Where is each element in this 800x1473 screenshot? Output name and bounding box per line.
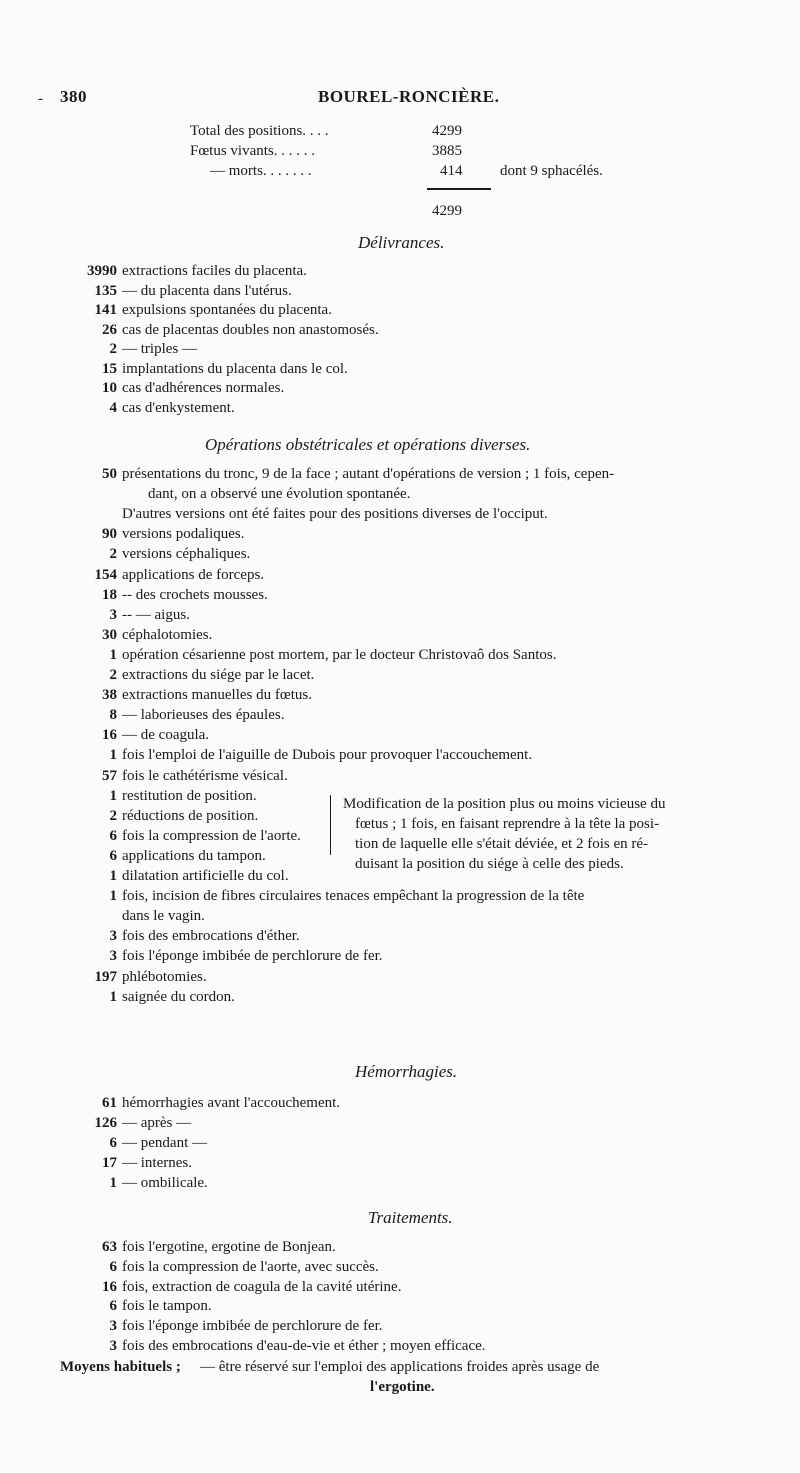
- row-text: extractions du siége par le lacet.: [122, 667, 315, 683]
- row-number: 2: [109, 341, 117, 357]
- row-text: présentations du tronc, 9 de la face ; autant d'opérations de version ; 1 fois, cepen-: [122, 466, 615, 482]
- totals-label-dead: — morts. . . . . . .: [210, 163, 312, 179]
- row-text: -- — aigus.: [122, 606, 190, 623]
- brace-note-1: Modification de la position plus ou moins vicieuse du: [343, 796, 666, 812]
- row-text: fois l'éponge imbibée de perchlorure de fer.: [122, 948, 383, 965]
- row-text: fois la compression de l'aorte.: [122, 827, 301, 844]
- row-text: fois l'ergotine, ergotine de Bonjean.: [122, 1239, 336, 1255]
- row-text: fois, extraction de coagula de la cavité utérine.: [122, 1278, 402, 1295]
- row-number: 3: [109, 606, 117, 623]
- totals-note-dead: dont 9 sphacélés.: [500, 163, 603, 179]
- row-number: 1: [109, 1175, 117, 1191]
- row-text: extractions faciles du placenta.: [122, 263, 307, 279]
- row-number: 16: [102, 1278, 117, 1295]
- row-text: cas d'adhérences normales.: [122, 380, 285, 396]
- row-number: 10: [102, 380, 117, 396]
- brace-note-2: fœtus ; 1 fois, en faisant reprendre à la tête la posi-: [355, 816, 660, 832]
- row-text: saignée du cordon.: [122, 988, 235, 1005]
- page-number: 380: [60, 87, 87, 106]
- row-text: dant, on a observé une évolution spontanée.: [148, 486, 411, 503]
- row-text: fois des embrocations d'eau-de-vie et éther ; moyen efficace.: [122, 1338, 486, 1354]
- row-text: fois la compression de l'aorte, avec succès.: [122, 1258, 379, 1275]
- row-text: fois, incision de fibres circulaires tenaces empêchant la progression de la tête: [122, 888, 585, 905]
- row-text: dilatation artificielle du col.: [122, 868, 289, 884]
- row-number: 154: [94, 566, 117, 583]
- row-text: dans le vagin.: [122, 908, 205, 925]
- row-number: 16: [102, 727, 117, 744]
- row-text: phlébotomies.: [122, 968, 207, 985]
- section-heading-hemorrhages: Hémorrhagies.: [355, 1062, 458, 1081]
- row-number: 2: [109, 667, 117, 683]
- closing-text: — être réservé sur l'emploi des applications froides après usage de: [200, 1359, 600, 1375]
- closing-lead: Moyens habituels ;: [60, 1359, 181, 1375]
- row-text: — de coagula.: [122, 727, 210, 744]
- row-number: 63: [102, 1239, 117, 1255]
- row-number: 3: [109, 948, 117, 965]
- row-number: 1: [109, 888, 117, 905]
- row-number: 90: [102, 526, 117, 543]
- row-text: fois des embrocations d'éther.: [122, 928, 300, 945]
- row-text: applications de forceps.: [122, 566, 265, 583]
- row-text: extractions manuelles du fœtus.: [122, 687, 312, 704]
- row-number: 1: [109, 988, 117, 1005]
- row-number: 135: [94, 282, 117, 299]
- row-number: 6: [109, 827, 117, 844]
- row-number: 15: [102, 360, 117, 377]
- row-text: expulsions spontanées du placenta.: [122, 302, 332, 318]
- row-number: 2: [109, 807, 117, 824]
- row-text: applications du tampon.: [122, 847, 266, 864]
- row-number: 141: [94, 302, 117, 318]
- row-number: 30: [102, 626, 117, 643]
- row-number: 18: [102, 586, 117, 603]
- row-text: fois le tampon.: [122, 1298, 212, 1315]
- row-text: versions céphaliques.: [122, 546, 251, 563]
- totals-value-total: 4299: [432, 123, 462, 139]
- totals-label-total: Total des positions. . . .: [190, 123, 329, 139]
- brace-note-3: tion de laquelle elle s'était déviée, et 2 fois en ré-: [355, 836, 648, 852]
- row-text: — du placenta dans l'utérus.: [122, 282, 292, 299]
- section-heading-deliverances: Délivrances.: [358, 233, 445, 252]
- sum-rule: [427, 188, 491, 190]
- row-number: 57: [102, 767, 117, 784]
- closing-last: l'ergotine.: [370, 1379, 435, 1395]
- row-number: 6: [109, 1298, 117, 1315]
- row-text: céphalotomies.: [122, 626, 213, 643]
- row-text: D'autres versions ont été faites pour des positions diverses de l'occiput.: [122, 506, 548, 523]
- row-text: — laborieuses des épaules.: [122, 707, 285, 724]
- row-text: restitution de position.: [122, 787, 257, 804]
- row-text: cas d'enkystement.: [122, 399, 235, 416]
- row-number: 6: [109, 1258, 117, 1275]
- row-text: — ombilicale.: [122, 1175, 208, 1191]
- running-title: BOUREL-RONCIÈRE.: [318, 87, 500, 106]
- section-heading-treatments: Traitements.: [368, 1208, 453, 1227]
- row-number: 4: [109, 399, 117, 416]
- row-text: — pendant —: [122, 1135, 207, 1151]
- row-number: 1: [109, 787, 117, 804]
- row-number: 38: [102, 687, 117, 704]
- row-text: — après —: [122, 1115, 192, 1131]
- totals-value-dead: 414: [440, 163, 463, 179]
- row-number: 197: [94, 968, 117, 985]
- row-text: réductions de position.: [122, 807, 259, 824]
- row-text: implantations du placenta dans le col.: [122, 360, 348, 377]
- row-number: 6: [109, 1135, 117, 1151]
- row-text: fois l'éponge imbibée de perchlorure de fer.: [122, 1318, 383, 1335]
- totals-label-living: Fœtus vivants. . . . . .: [190, 143, 316, 159]
- row-number: 6: [109, 847, 117, 864]
- row-text: fois l'emploi de l'aiguille de Dubois pour provoquer l'accouchement.: [122, 747, 533, 764]
- row-number: 50: [102, 466, 117, 482]
- row-number: 1: [109, 646, 117, 663]
- row-number: 3: [109, 1338, 117, 1354]
- row-text: fois le cathétérisme vésical.: [122, 767, 288, 784]
- row-number: 3: [109, 1318, 117, 1335]
- row-number: 2: [109, 546, 117, 563]
- row-number: 126: [94, 1115, 117, 1131]
- row-text: — internes.: [122, 1155, 192, 1171]
- row-text: cas de placentas doubles non anastomosés.: [122, 321, 379, 338]
- section-heading-operations: Opérations obstétricales et opérations diverses.: [205, 435, 531, 454]
- totals-sum: 4299: [432, 203, 462, 219]
- brace: [330, 795, 331, 855]
- row-text: hémorrhagies avant l'accouchement.: [122, 1095, 341, 1111]
- row-number: 61: [102, 1095, 117, 1111]
- row-number: 1: [109, 747, 117, 764]
- row-text: opération césarienne post mortem, par le docteur Christovaô dos Santos.: [122, 646, 557, 663]
- row-text: -- des crochets mousses.: [122, 586, 268, 603]
- page-dash: -: [38, 91, 43, 107]
- row-number: 3990: [87, 263, 117, 279]
- brace-note-4: duisant la position du siége à celle des pieds.: [355, 856, 624, 872]
- row-number: 17: [102, 1155, 117, 1171]
- row-text: versions podaliques.: [122, 526, 245, 543]
- row-number: 3: [109, 928, 117, 945]
- row-number: 1: [109, 868, 117, 884]
- totals-value-living: 3885: [432, 143, 462, 159]
- row-text: — triples —: [122, 341, 197, 357]
- row-number: 26: [102, 321, 117, 338]
- row-number: 8: [109, 707, 117, 724]
